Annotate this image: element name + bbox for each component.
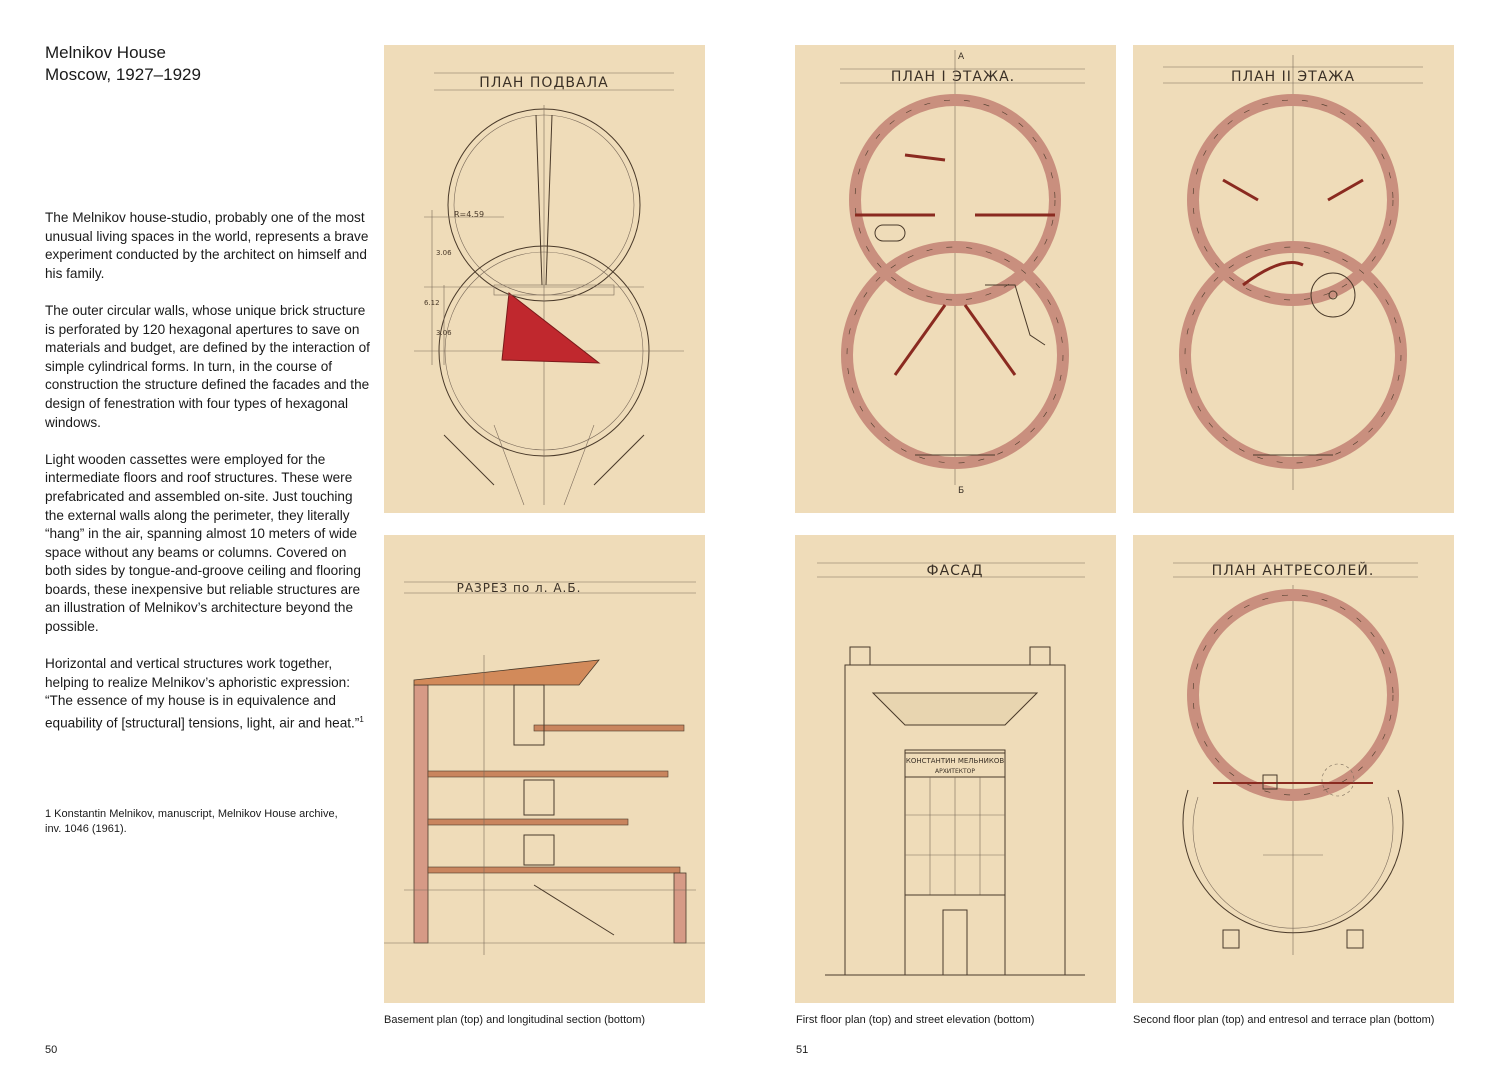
facade-sign-line: АРХИТЕКТОР: [934, 768, 976, 775]
plate-title: ПЛАН I ЭТАЖА.: [890, 69, 1016, 85]
paragraph: [45, 655, 370, 733]
footnote: 1 Konstantin Melnikov, manuscript, Melnikov House archive, inv. 1046 (1961).: [45, 808, 338, 835]
section-mark-b: Б: [958, 486, 965, 496]
plate-title: ПЛАН ПОДВАЛА: [479, 75, 609, 91]
page-number-right: 51: [796, 1044, 809, 1056]
article-heading: [45, 42, 201, 86]
plate-title: ПЛАН II ЭТАЖА: [1231, 69, 1355, 85]
caption-middle: First floor plan (top) and street elevation (bottom): [796, 1014, 1035, 1026]
facade-sign-line: КОНСТАНТИН МЕЛЬНИКОВ: [905, 757, 1005, 765]
dimension-label: 3.06: [436, 249, 452, 257]
second-floor-plan-drawing: [1133, 45, 1454, 513]
dimension-label: 3.06: [436, 329, 452, 337]
plate-title: РАЗРЕЗ по л. А.Б.: [456, 581, 582, 595]
dimension-label: 6.12: [424, 299, 440, 307]
body-text: [45, 209, 370, 752]
article-title: Melnikov House: [45, 43, 166, 62]
article-subtitle: Moscow, 1927–1929: [45, 65, 201, 84]
plate-title: ПЛАН АНТРЕСОЛЕЙ.: [1211, 563, 1375, 579]
paragraph: The Melnikov house-studio, probably one of the most unusual living spaces in the world, represents a brave experiment conducted by the architect on himself and his family.: [45, 210, 369, 281]
section-drawing: [384, 535, 705, 1003]
paragraph: Light wooden cassettes were employed for the intermediate floors and roof structures. These were prefabricated and assembled on-site. Just touching the external walls along the perimeter, they literally “hang” in the air, spanning almost 10 meters of wide space without any beams or columns. Covered on both sides by tongue-and-groove ceiling and flooring boards, these inexpensive but reliable structures are an illustration of Melnikov’s architecture beyond the possible.: [45, 451, 361, 635]
page-number-left: 50: [45, 1044, 58, 1056]
basement-plan-drawing: [384, 45, 705, 513]
caption-left: Basement plan (top) and longitudinal section (bottom): [384, 1014, 646, 1026]
caption-right: Second floor plan (top) and entresol and terrace plan (bottom): [1133, 1014, 1435, 1026]
paragraph-text: Horizontal and vertical structures work together, helping to realize Melnikov’s aphoristic expression: “The essence of my house is in equivalence and equability of [structural] tensions, light, air and heat.”: [45, 656, 360, 731]
facade-drawing: [795, 535, 1116, 1003]
section-mark-a: А: [958, 52, 965, 62]
dimension-label: R=4.59: [454, 210, 485, 219]
red-triangle-mark: [502, 293, 599, 363]
paragraph: The outer circular walls, whose unique brick structure is perforated by 120 hexagonal apertures to save on materials and budget, are defined by the interaction of simple cylindrical forms. In turn, in the course of construction the structure defined the facades and the design of fenestration with four types of hexagonal windows.: [45, 302, 370, 430]
first-floor-plan-drawing: [795, 45, 1116, 513]
footnote-marker: 1: [359, 715, 364, 725]
plate-title: ФАСАД: [926, 563, 984, 579]
entresol-plan-drawing: [1133, 535, 1454, 1003]
